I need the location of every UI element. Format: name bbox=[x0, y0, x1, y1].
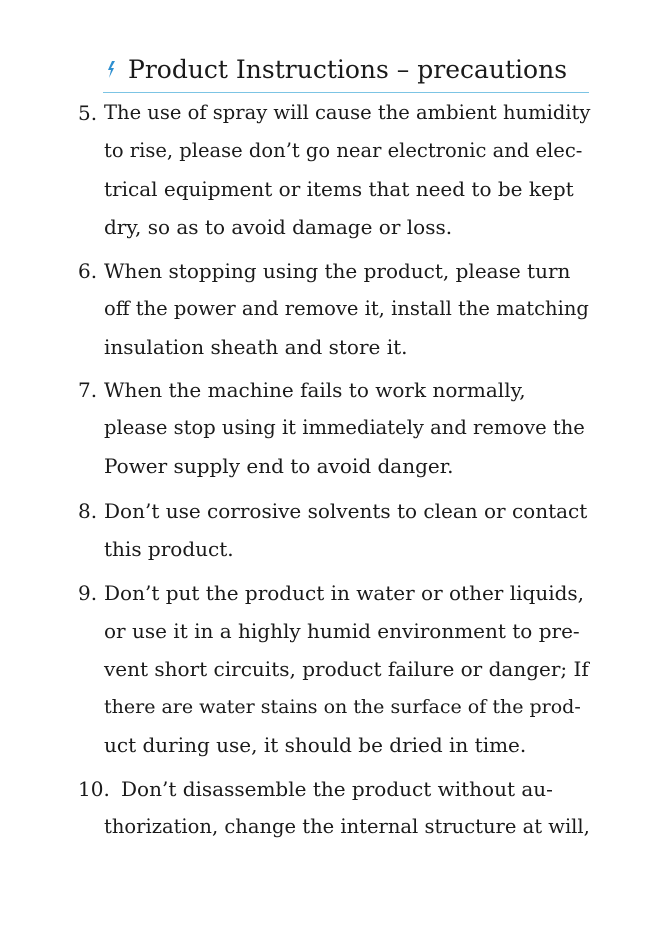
item-text-line: to rise, please don’t go near electronic and elec- bbox=[104, 139, 583, 162]
item-text-line: trical equipment or items that need to be kept bbox=[104, 177, 574, 201]
item-text-line: Don’t disassemble the product without au- bbox=[121, 777, 553, 801]
lightning-bolt-icon bbox=[103, 60, 123, 80]
page-header bbox=[103, 52, 589, 93]
item-text-line: or use it in a highly humid environment to pre- bbox=[104, 619, 580, 643]
item-text-line: When the machine fails to work normally, bbox=[104, 378, 526, 402]
item-number: 9. bbox=[78, 581, 98, 605]
item-number: 10. bbox=[78, 777, 110, 801]
item-number: 7. bbox=[78, 378, 98, 402]
item-text-line: Power supply end to avoid danger. bbox=[104, 454, 454, 478]
item-text-line: off the power and remove it, install the matching bbox=[104, 297, 589, 320]
item-text-line: this product. bbox=[104, 537, 234, 561]
item-text-line: When stopping using the product, please turn bbox=[104, 259, 571, 283]
item-text-line: The use of spray will cause the ambient humidity bbox=[104, 101, 591, 124]
item-text-line: uct during use, it should be dried in time. bbox=[104, 733, 527, 757]
item-number: 8. bbox=[78, 499, 98, 523]
item-text-line: vent short circuits, product failure or danger; If bbox=[104, 657, 589, 681]
item-number: 6. bbox=[78, 259, 98, 283]
item-number: 5. bbox=[78, 101, 98, 125]
item-text-line: Don’t put the product in water or other liquids, bbox=[104, 581, 585, 605]
item-text-line: Don’t use corrosive solvents to clean or contact bbox=[104, 499, 588, 523]
item-text-line: there are water stains on the surface of the prod- bbox=[104, 696, 581, 718]
item-text-line: please stop using it immediately and remove the bbox=[104, 416, 585, 439]
item-text-line: thorization, change the internal structure at will, bbox=[104, 815, 590, 838]
page-title: Product Instructions – precautions bbox=[128, 55, 568, 84]
item-text-line: insulation sheath and store it. bbox=[104, 335, 408, 359]
item-text-line: dry, so as to avoid damage or loss. bbox=[104, 215, 453, 239]
